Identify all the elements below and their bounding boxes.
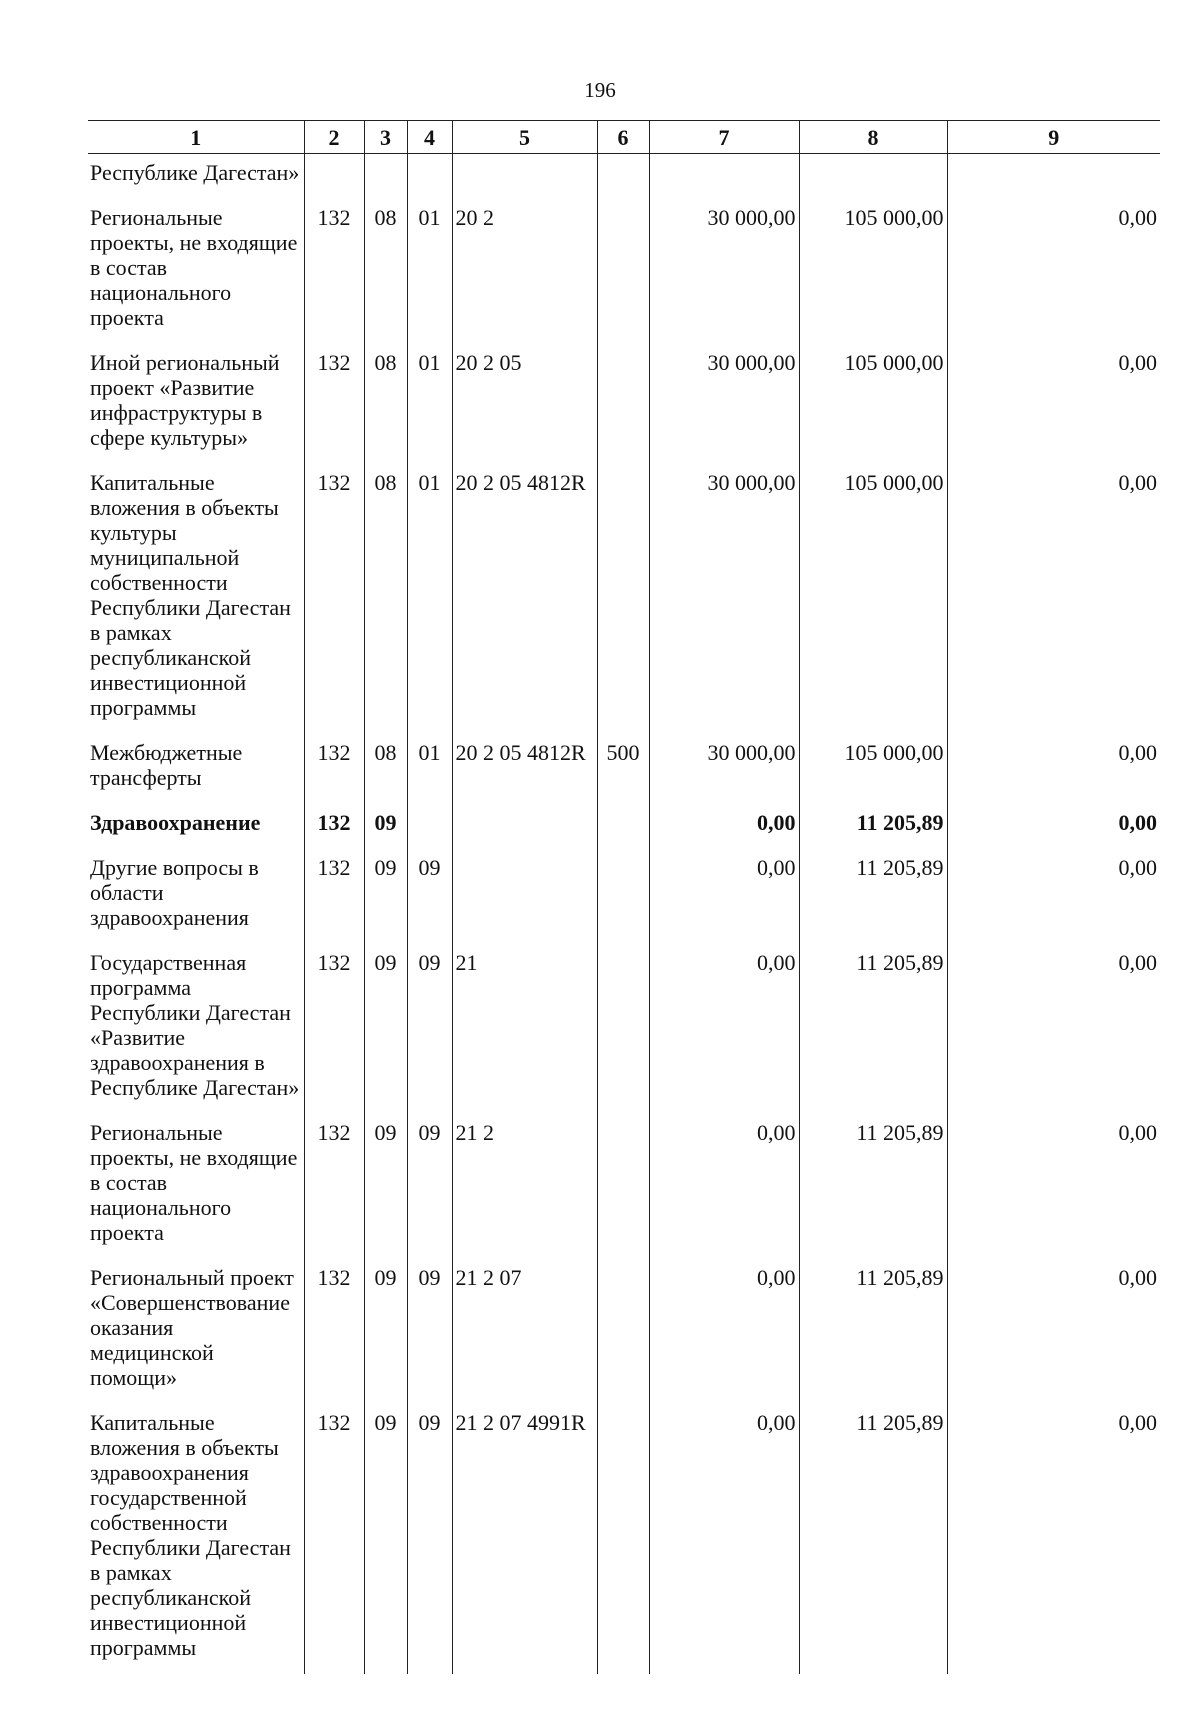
table-row [88,849,1160,944]
section-code-cell: 09 [364,849,407,944]
target-article-cell [452,154,597,200]
amount-col9-cell: 0,00 [947,849,1160,944]
amount-col8-cell: 11 205,89 [799,944,947,1114]
section-code-cell: 08 [364,734,407,804]
amount-col7-cell: 0,00 [649,804,799,849]
amount-col8-cell: 11 205,89 [799,1259,947,1404]
section-code-cell: 09 [364,1114,407,1259]
table-row [88,734,1160,804]
table-row [88,1259,1160,1404]
amount-col9-cell: 0,00 [947,1404,1160,1674]
amount-col8-cell: 11 205,89 [799,849,947,944]
amount-col7-cell: 0,00 [649,1259,799,1404]
amount-col9-cell: 0,00 [947,464,1160,734]
header-row [88,121,1160,154]
amount-col8-cell: 11 205,89 [799,1404,947,1674]
subsection-code-cell: 09 [407,849,452,944]
amount-col7-cell: 30 000,00 [649,464,799,734]
target-article-cell: 20 2 05 [452,344,597,464]
row-name-cell: Капитальные вложения в объекты культуры муниципальной собственности Республики Дагестан в рамках республиканской инвестиционной программы [90,470,291,720]
table-row [88,1114,1160,1259]
admin-code-cell [304,154,364,200]
subsection-code-cell: 01 [407,344,452,464]
section-code-cell: 08 [364,464,407,734]
row-name-cell: Региональный проект «Совершенствование оказания медицинской помощи» [90,1265,294,1390]
amount-col7-cell: 0,00 [649,1114,799,1259]
page-number: 196 [584,78,616,102]
amount-col7-cell: 0,00 [649,1404,799,1674]
column-header: 3 [364,121,407,154]
admin-code-cell: 132 [304,849,364,944]
section-code-cell: 09 [364,1404,407,1674]
admin-code-cell: 132 [304,1404,364,1674]
section-code-cell: 09 [364,804,407,849]
subsection-code-cell: 01 [407,464,452,734]
row-name-cell: Капитальные вложения в объекты здравоохранения государственной собственности Республики Дагестан в рамках республиканской инвестиционной программы [90,1410,291,1660]
table-row [88,944,1160,1114]
admin-code-cell: 132 [304,1259,364,1404]
amount-col8-cell: 105 000,00 [799,344,947,464]
amount-col7-cell: 30 000,00 [649,199,799,344]
admin-code-cell: 132 [304,734,364,804]
expense-type-cell [597,1404,649,1674]
amount-col8-cell: 11 205,89 [799,1114,947,1259]
section-code-cell: 08 [364,344,407,464]
target-article-cell [452,849,597,944]
target-article-cell: 20 2 05 4812R [452,464,597,734]
section-code-cell: 09 [364,1259,407,1404]
amount-col8-cell: 105 000,00 [799,464,947,734]
admin-code-cell: 132 [304,199,364,344]
amount-col9-cell: 0,00 [947,344,1160,464]
target-article-cell [452,804,597,849]
column-header: 6 [597,121,649,154]
expense-type-cell [597,464,649,734]
amount-col8-cell: 105 000,00 [799,734,947,804]
subsection-code-cell [407,154,452,200]
amount-col7-cell: 0,00 [649,849,799,944]
amount-col7-cell: 30 000,00 [649,344,799,464]
column-header: 5 [452,121,597,154]
subsection-code-cell [407,804,452,849]
subsection-code-cell: 09 [407,1404,452,1674]
target-article-cell: 20 2 05 4812R [452,734,597,804]
column-header: 8 [799,121,947,154]
amount-col9-cell: 0,00 [947,944,1160,1114]
expense-type-cell [597,199,649,344]
column-header: 2 [304,121,364,154]
admin-code-cell: 132 [304,944,364,1114]
amount-col9-cell: 0,00 [947,199,1160,344]
expense-type-cell: 500 [597,734,649,804]
budget-table [88,120,1160,1674]
subsection-code-cell: 01 [407,734,452,804]
subsection-code-cell: 09 [407,1259,452,1404]
target-article-cell: 21 2 07 4991R [452,1404,597,1674]
target-article-cell: 21 2 [452,1114,597,1259]
table-row [88,154,1160,200]
row-name-cell: Региональные проекты, не входящие в состав национального проекта [90,1120,298,1245]
row-name-cell: Здравоохранение [90,810,261,835]
subsection-code-cell: 01 [407,199,452,344]
expense-type-cell [597,1114,649,1259]
row-name-cell: Межбюджетные трансферты [90,740,243,790]
target-article-cell: 21 [452,944,597,1114]
amount-col9-cell: 0,00 [947,1114,1160,1259]
row-name-cell: Иной региональный проект «Развитие инфраструктуры в сфере культуры» [90,350,280,450]
expense-type-cell [597,344,649,464]
table-body [88,154,1160,1675]
table-row [88,1404,1160,1674]
admin-code-cell: 132 [304,464,364,734]
amount-col7-cell [649,154,799,200]
row-name-cell: Региональные проекты, не входящие в состав национального проекта [90,205,298,330]
column-header: 7 [649,121,799,154]
subsection-code-cell: 09 [407,1114,452,1259]
admin-code-cell: 132 [304,344,364,464]
expense-type-cell [597,154,649,200]
column-header: 4 [407,121,452,154]
target-article-cell: 20 2 [452,199,597,344]
section-code-cell: 09 [364,944,407,1114]
table-row [88,344,1160,464]
section-code-cell [364,154,407,200]
amount-col7-cell: 30 000,00 [649,734,799,804]
column-header: 9 [947,121,1160,154]
table-row [88,804,1160,849]
target-article-cell: 21 2 07 [452,1259,597,1404]
row-name-cell: Другие вопросы в области здравоохранения [90,855,259,930]
amount-col7-cell: 0,00 [649,944,799,1114]
row-name-cell: Государственная программа Республики Дагестан «Развитие здравоохранения в Республике Дагестан» [90,950,300,1100]
admin-code-cell: 132 [304,804,364,849]
amount-col8-cell: 105 000,00 [799,199,947,344]
row-name-cell: Республике Дагестан» [90,160,300,185]
amount-col9-cell: 0,00 [947,734,1160,804]
table-row [88,199,1160,344]
expense-type-cell [597,804,649,849]
amount-col8-cell: 11 205,89 [799,804,947,849]
expense-type-cell [597,944,649,1114]
subsection-code-cell: 09 [407,944,452,1114]
column-header: 1 [88,121,304,154]
amount-col9-cell [947,154,1160,200]
section-code-cell: 08 [364,199,407,344]
amount-col9-cell: 0,00 [947,804,1160,849]
amount-col8-cell [799,154,947,200]
expense-type-cell [597,849,649,944]
admin-code-cell: 132 [304,1114,364,1259]
expense-type-cell [597,1259,649,1404]
amount-col9-cell: 0,00 [947,1259,1160,1404]
table-row [88,464,1160,734]
